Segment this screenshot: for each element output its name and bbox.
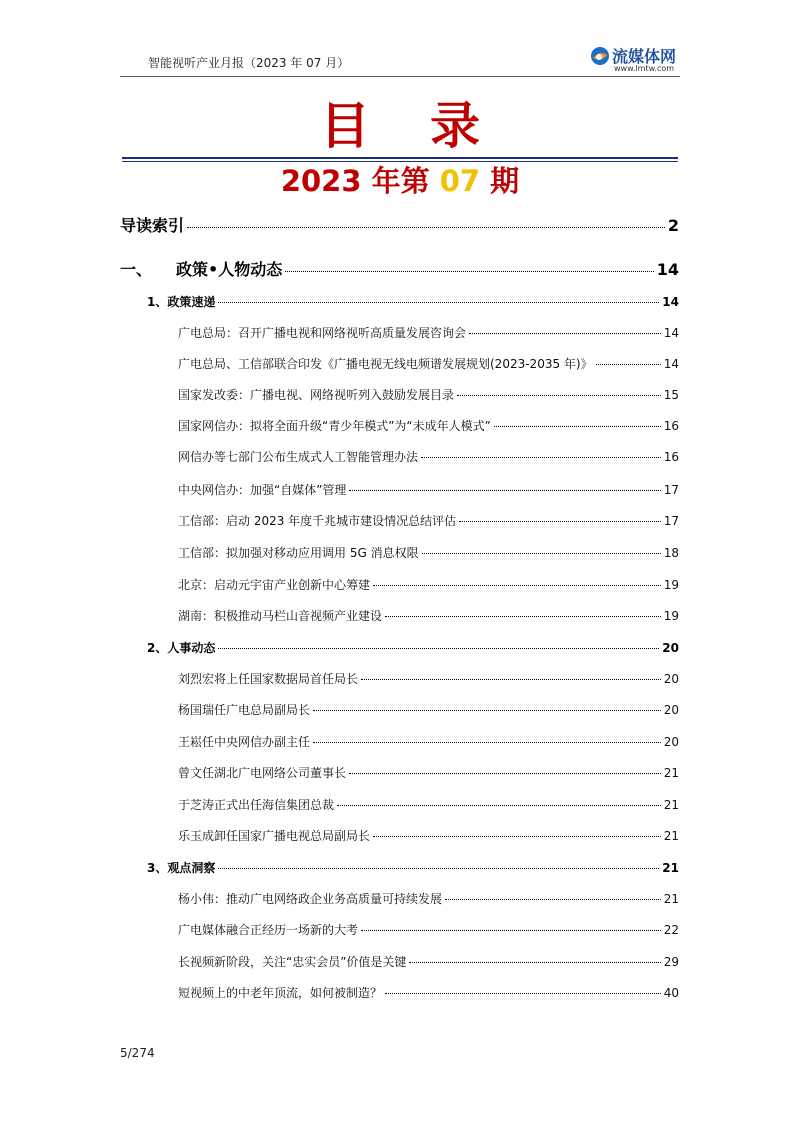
toc-dot-leader — [218, 868, 659, 869]
toc-dot-leader — [349, 773, 661, 774]
header-title: 智能视听产业月报（2023 年 07 月） — [148, 56, 350, 70]
toc-entry[interactable] — [178, 670, 679, 687]
toc-page-number: 16 — [663, 419, 679, 433]
toc-entry-title — [178, 670, 358, 687]
toc-dot-leader — [285, 271, 654, 272]
logo-name: 流媒体网 — [612, 47, 677, 66]
toc-entry-number: 一、 — [120, 260, 153, 279]
toc-page-number: 14 — [662, 295, 679, 309]
toc-entry[interactable] — [178, 890, 679, 907]
toc-entry[interactable] — [147, 639, 679, 656]
toc-page-number: 14 — [656, 260, 679, 279]
toc-entry-title — [147, 859, 215, 876]
toc-entry[interactable] — [178, 512, 679, 529]
toc-entry-label: 工信部：拟加强对移动应用调用 5G 消息权限 — [178, 546, 419, 560]
toc-entry[interactable] — [178, 386, 679, 403]
toc-dot-leader — [422, 553, 661, 554]
toc-dot-leader — [337, 805, 661, 806]
toc-entry[interactable] — [178, 324, 679, 341]
toc-entry-title — [120, 213, 184, 236]
toc-entry-label: 杨小伟：推动广电网络政企业务高质量可持续发展 — [178, 892, 443, 906]
toc-entry-title — [178, 481, 346, 498]
logo-url: www.lmtw.com — [614, 64, 675, 73]
toc-dot-leader — [469, 333, 661, 334]
toc-page-number: 17 — [663, 483, 679, 497]
toc-dot-leader — [421, 457, 661, 458]
toc-dot-leader — [373, 585, 661, 586]
toc-page-number: 20 — [662, 641, 679, 655]
toc-entry-label: 工信部：启动 2023 年度千兆城市建设情况总结评估 — [178, 514, 457, 528]
toc-dot-leader — [187, 227, 665, 228]
toc-entry-label: 导读索引 — [120, 216, 185, 235]
toc-entry-title — [178, 796, 334, 813]
toc-entry[interactable] — [120, 213, 679, 236]
toc-dot-leader — [445, 899, 661, 900]
toc-entry-label: 广电总局、工信部联合印发《广播电视无线电频谱发展规划(2023-2035 年)》 — [178, 357, 593, 371]
logo — [590, 44, 682, 74]
toc-page-number: 21 — [663, 892, 679, 906]
toc-entry-label: 刘烈宏将上任国家数据局首任局长 — [178, 672, 359, 686]
toc-dot-leader — [313, 742, 661, 743]
toc-entry-label: 杨国瑞任广电总局副局长 — [178, 703, 311, 717]
toc-page-number: 21 — [663, 829, 679, 843]
toc-dot-leader — [349, 490, 660, 491]
toc-entry-title — [178, 984, 382, 1001]
toc-entry[interactable] — [147, 293, 679, 310]
toc-page-number: 20 — [663, 703, 679, 717]
toc-entry-title — [178, 921, 358, 938]
toc-entry[interactable] — [178, 764, 679, 781]
header-rule — [120, 76, 680, 77]
toc-entry-label: 国家网信办：拟将全面升级“青少年模式”为“未成年人模式” — [178, 419, 491, 433]
toc-entry-label: 北京：启动元宇宙产业创新中心筹建 — [178, 578, 371, 592]
toc-entry-title — [178, 386, 454, 403]
toc-entry-label: 于芝涛正式出任海信集团总裁 — [178, 798, 335, 812]
page-counter: 5/274 — [120, 1046, 155, 1060]
toc-entry[interactable] — [178, 984, 679, 1001]
issue-subtitle — [0, 163, 800, 199]
toc-page-number: 18 — [663, 546, 679, 560]
toc-page-number: 17 — [663, 514, 679, 528]
toc-entry-title — [178, 764, 346, 781]
toc-dot-leader — [459, 521, 661, 522]
toc-page-number: 40 — [663, 986, 679, 1000]
toc-entry-title — [178, 733, 310, 750]
issue-number: 07 — [439, 164, 481, 198]
toc-entry[interactable] — [178, 481, 679, 498]
toc-entry-title — [178, 576, 370, 593]
toc-dot-leader — [385, 616, 661, 617]
toc-page-number: 2 — [667, 216, 679, 235]
toc-entry-label: 3、观点洞察 — [147, 861, 216, 875]
toc-dot-leader — [313, 710, 661, 711]
toc-page-number: 16 — [663, 450, 679, 464]
toc-entry[interactable] — [178, 953, 679, 970]
toc-entry-title — [120, 257, 282, 280]
toc-dot-leader — [218, 648, 659, 649]
toc-entry[interactable] — [178, 544, 679, 561]
toc-entry-label: 网信办等七部门公布生成式人工智能管理办法 — [178, 450, 419, 464]
toc-entry-title — [178, 827, 370, 844]
toc-entry-label: 王崧任中央网信办副主任 — [178, 735, 311, 749]
toc-entry-title — [178, 953, 406, 970]
toc-dot-leader — [457, 395, 661, 396]
toc-entry-title — [178, 417, 491, 434]
toc-dot-leader — [361, 930, 661, 931]
toc-entry-title — [178, 355, 593, 372]
toc-page-number: 14 — [663, 326, 679, 340]
toc-entry-title — [178, 890, 442, 907]
toc-page-number: 19 — [663, 609, 679, 623]
toc-entry-label: 广电媒体融合正经历一场新的大考 — [178, 923, 359, 937]
logo-icon — [590, 46, 610, 66]
toc-entry-label: 2、人事动态 — [147, 641, 216, 655]
toc-entry-title — [147, 293, 215, 310]
toc-entry-label: 乐玉成卸任国家广播电视总局副局长 — [178, 829, 371, 843]
toc-entry-label: 广电总局：召开广播电视和网络视听高质量发展咨询会 — [178, 326, 467, 340]
toc-entry[interactable] — [178, 417, 679, 434]
toc-entry[interactable] — [178, 921, 679, 938]
toc-entry[interactable] — [178, 827, 679, 844]
toc-entry[interactable] — [178, 796, 679, 813]
toc-entry[interactable] — [147, 859, 679, 876]
toc-dot-leader — [596, 364, 661, 365]
toc-entry[interactable] — [178, 576, 679, 593]
toc-entry-title — [178, 607, 382, 624]
toc-entry-label: 1、政策速递 — [147, 295, 216, 309]
toc-entry[interactable] — [178, 733, 679, 750]
toc-entry-title — [147, 639, 215, 656]
toc-dot-leader — [385, 993, 661, 994]
toc-entry-label: 国家发改委：广播电视、网络视听列入鼓励发展目录 — [178, 388, 455, 402]
toc-entry-title — [178, 448, 418, 465]
issue-prefix: 2023 年第 — [280, 164, 440, 198]
toc-entry[interactable] — [178, 607, 679, 624]
toc-entry-title — [178, 512, 456, 529]
toc-entry-label: 政策•人物动态 — [176, 260, 283, 279]
toc-dot-leader — [361, 679, 661, 680]
toc-page-number: 21 — [663, 766, 679, 780]
toc-entry-title — [178, 324, 466, 341]
toc-entry[interactable] — [120, 257, 679, 280]
toc-entry-title — [178, 701, 310, 718]
page-title: 目录 — [320, 97, 540, 155]
toc-entry-label: 湖南：积极推动马栏山音视频产业建设 — [178, 609, 383, 623]
toc-entry-title — [178, 544, 419, 561]
toc-dot-leader — [494, 426, 661, 427]
toc-page-number: 19 — [663, 578, 679, 592]
toc-page-number: 20 — [663, 735, 679, 749]
toc-entry-label: 曾文任湖北广电网络公司董事长 — [178, 766, 347, 780]
toc-entry[interactable] — [178, 448, 679, 465]
toc-page-number: 15 — [663, 388, 679, 402]
title-divider-thin — [122, 161, 678, 162]
toc-dot-leader — [409, 962, 660, 963]
toc-page-number: 20 — [663, 672, 679, 686]
toc-entry[interactable] — [178, 701, 679, 718]
toc-entry-label: 中央网信办：加强“自媒体”管理 — [178, 483, 347, 497]
toc-entry[interactable] — [178, 355, 679, 372]
toc-dot-leader — [218, 302, 659, 303]
issue-suffix: 期 — [480, 164, 520, 198]
toc-page-number: 14 — [663, 357, 679, 371]
title-divider — [122, 157, 678, 159]
toc-page-number: 21 — [663, 798, 679, 812]
toc-page-number: 21 — [662, 861, 679, 875]
toc-dot-leader — [373, 836, 661, 837]
toc-entry-label: 长视频新阶段，关注“忠实会员”价值是关键 — [178, 955, 407, 969]
toc-page-number: 22 — [663, 923, 679, 937]
toc-entry-label: 短视频上的中老年顶流，如何被制造？ — [178, 986, 383, 1000]
toc-page-number: 29 — [663, 955, 679, 969]
